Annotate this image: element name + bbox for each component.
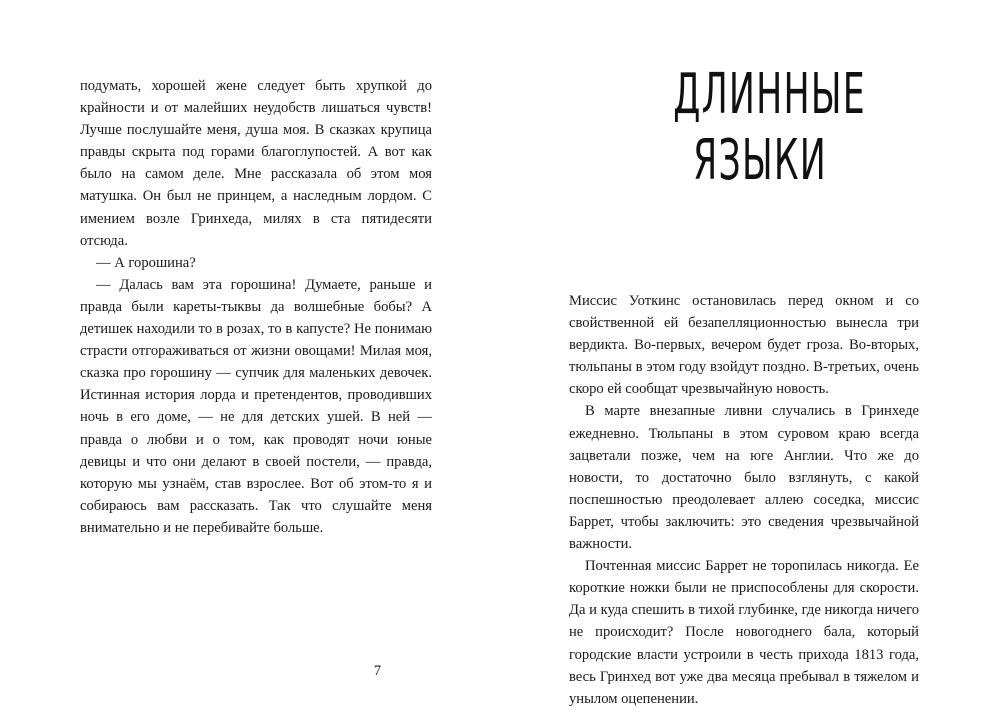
chapter-title — [620, 62, 900, 194]
right-page-text — [569, 290, 919, 710]
right-page — [500, 0, 1000, 719]
paragraph: Миссис Уоткинс остановилась перед окном и со свойственной ей безапелляционностью вынесла три вердикта. Во-первых, вечером будет гроза. Во-вторых, тюльпаны в этом году взойдут поздно. В-третьих, очень скоро ей сообщат чрезвычайную новость. — [569, 293, 919, 398]
paragraph: — Далась вам эта горошина! Думаете, раньше и правда были кареты-тыквы да волшебные бобы? А детишек находили то в розах, то в капусте? Не понимаю страсти отгораживаться от жизни овощами! Милая моя, сказка про горошину — супчик для маленьких девочек. Истинная история лорда и претендентов, проводивших ночь в его доме, — не для детских ушей. В ней — правда о любви и о том, как проводят ночи юные девицы и что они делают в своей постели, — правда, которую мы узнаём, став взрослее. Вот об этом-то я и собираюсь вам рассказать. Так что слушайте меня внимательно и не перебивайте больше. — [80, 276, 432, 536]
paragraph: В марте внезапные ливни случались в Гринхеде ежедневно. Тюльпаны в этом суровом краю всегда зацветали позже, чем на юге Англии. Что же до новости, то достаточно было взглянуть, с какой поспешностью преодолевает аллею соседка, миссис Баррет, чтобы заключить: это сведения чрезвычайной важности. — [569, 403, 919, 553]
paragraph: подумать, хорошей жене следует быть хрупкой до крайности и от малейших неудобств лишаться чувств! Лучше послушайте меня, душа моя. В сказках крупица правды скрыта под горами благоглупостей. А вот как было на самом деле. Мне рассказала об этом моя матушка. Он был не принцем, а наследным лордом. С имением возле Гринхеда, милях в ста пятидесяти отсюда. — [80, 78, 432, 249]
chapter-title-line: ЯЗЫКИ — [693, 128, 827, 193]
page-number: 7 — [373, 663, 382, 679]
chapter-title-line: ДЛИННЫЕ — [673, 62, 866, 127]
paragraph: Почтенная миссис Баррет не торопилась никогда. Ее короткие ножки были не приспособлены для скорости. Да и куда спешить в тихой глубинке, где никогда ничего не происходит? После новогоднего бала, который городские власти устроили в честь прихода 1813 года, весь Гринхед вот уже два месяца пребывал в тяжелом и унылом оцепенении. — [569, 558, 919, 707]
paragraph: — А горошина? — [96, 254, 196, 271]
left-page-text — [80, 75, 432, 539]
